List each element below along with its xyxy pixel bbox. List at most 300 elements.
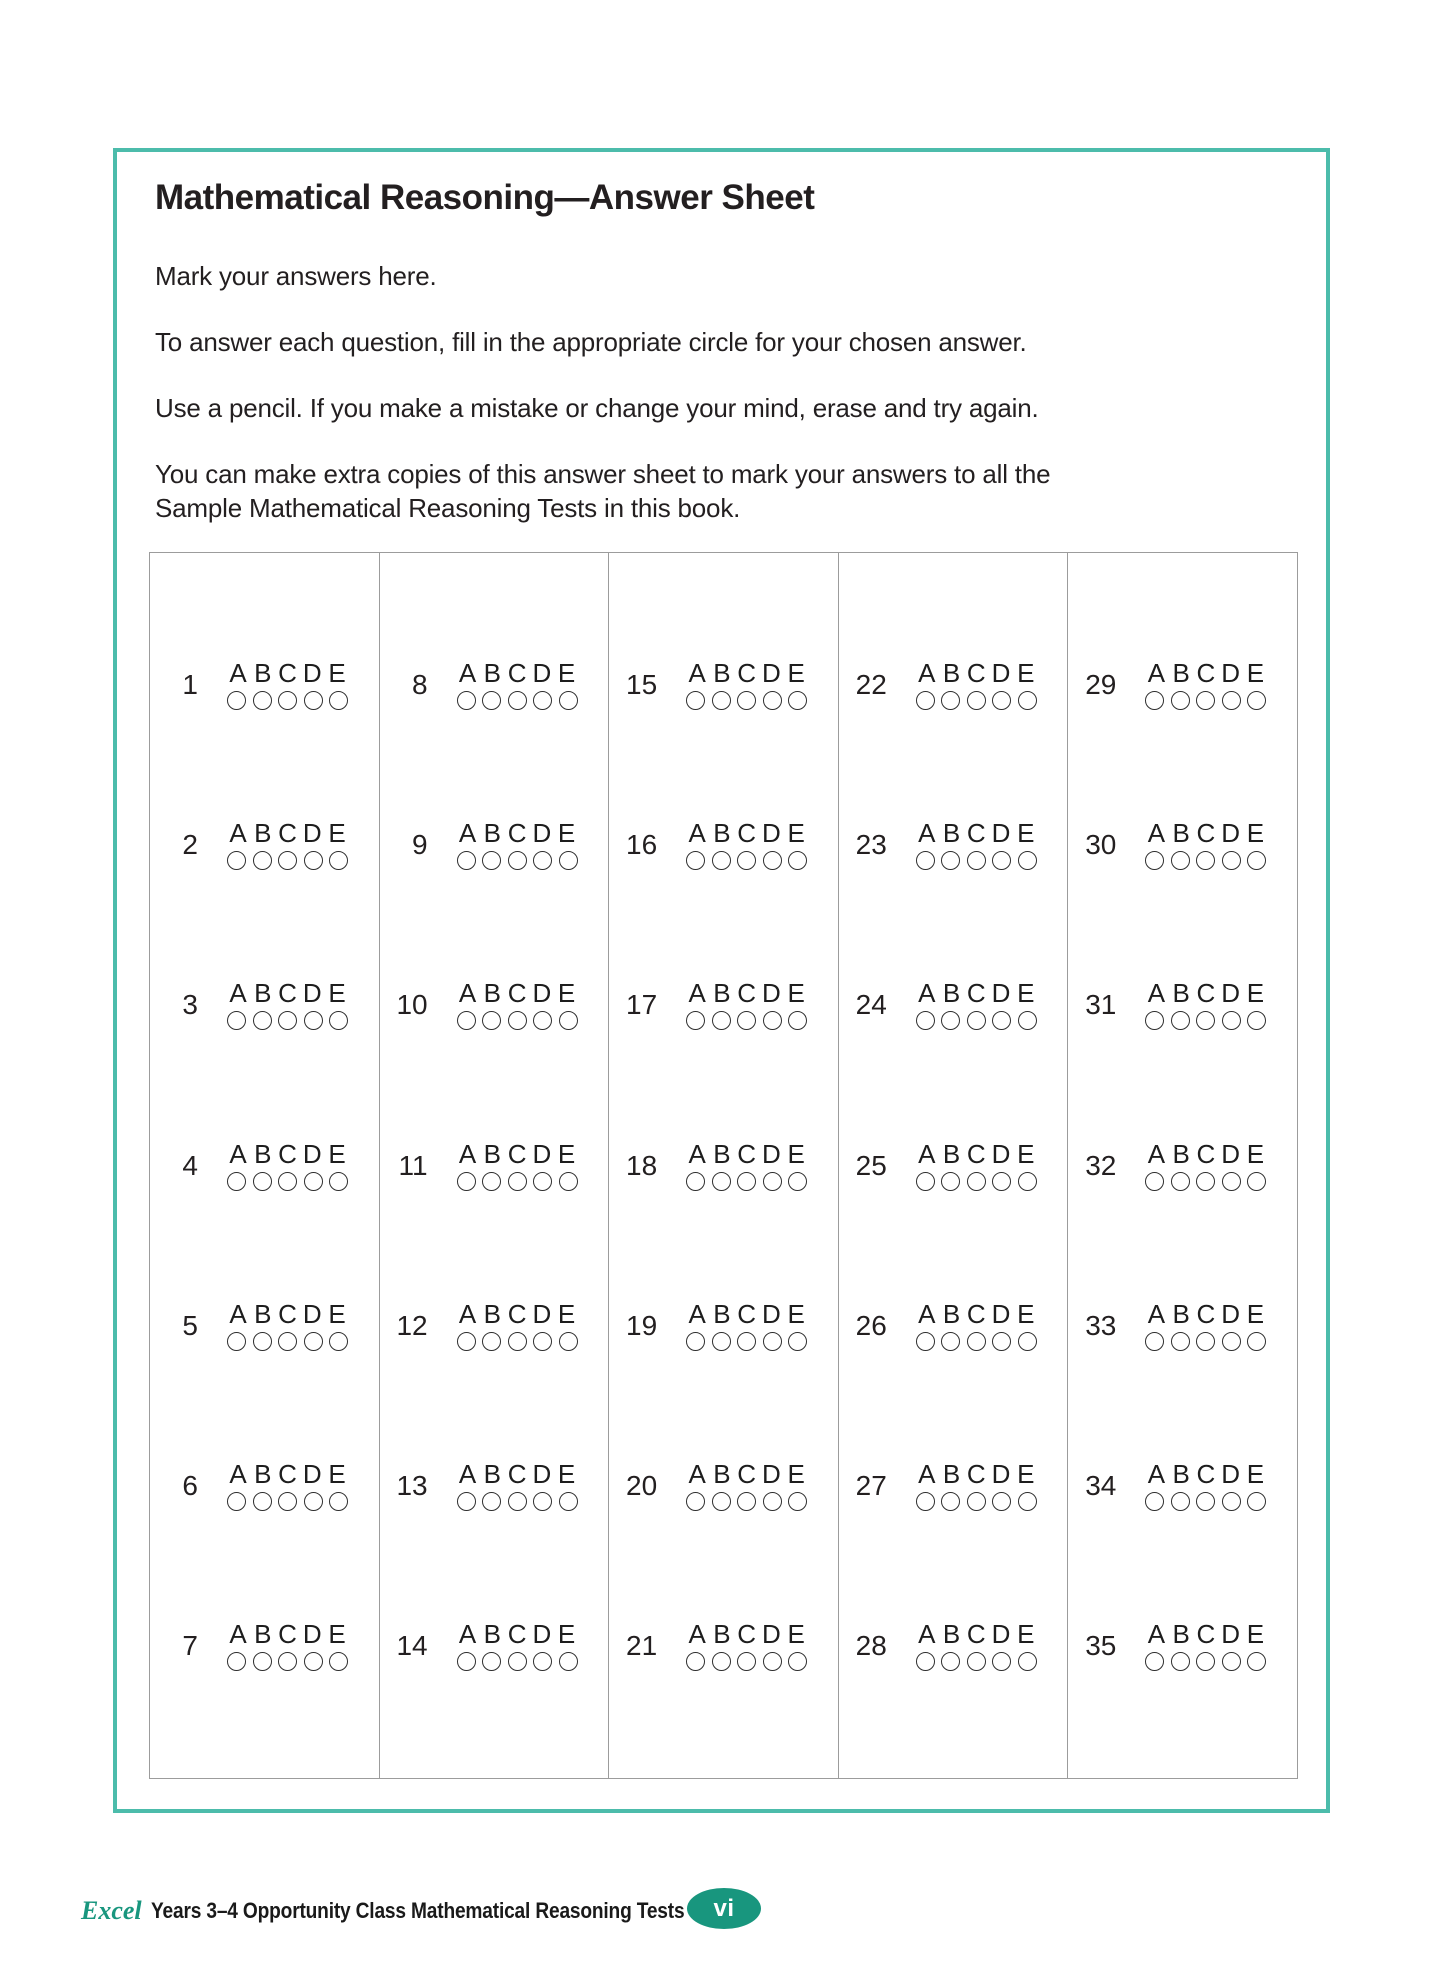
- answer-bubble-q21-B[interactable]: [712, 1652, 731, 1671]
- answer-bubble-q26-B[interactable]: [941, 1332, 960, 1351]
- answer-bubble-q1-E[interactable]: [329, 691, 348, 710]
- option-letter-C: C: [507, 1618, 527, 1649]
- answer-bubble-q32-B[interactable]: [1171, 1172, 1190, 1191]
- answer-bubble-q3-E[interactable]: [329, 1011, 348, 1030]
- answer-bubble-q1-A[interactable]: [227, 691, 246, 710]
- answer-bubble-q23-D[interactable]: [992, 851, 1011, 870]
- option-letter-A: A: [918, 1618, 936, 1649]
- answer-bubble-q31-B[interactable]: [1171, 1011, 1190, 1030]
- question-number: 20: [626, 1469, 658, 1501]
- answer-bubble-q17-E[interactable]: [788, 1011, 807, 1030]
- option-letter-E: E: [557, 978, 576, 1009]
- answer-bubble-q34-B[interactable]: [1171, 1492, 1190, 1511]
- answer-bubble-q7-B[interactable]: [253, 1652, 272, 1671]
- answer-bubble-q23-E[interactable]: [1018, 851, 1037, 870]
- answer-row-q14: [380, 1618, 609, 1674]
- answer-bubble-q30-D[interactable]: [1222, 851, 1241, 870]
- answer-bubble-q18-A[interactable]: [686, 1172, 705, 1191]
- answer-bubble-q8-B[interactable]: [482, 691, 501, 710]
- answer-bubbles-row: [916, 1492, 1037, 1511]
- answer-bubble-q19-E[interactable]: [788, 1332, 807, 1351]
- answer-bubble-q7-A[interactable]: [227, 1652, 246, 1671]
- option-letter-B: B: [1172, 1458, 1190, 1489]
- option-letters-row: [227, 818, 348, 849]
- option-letters-row: [227, 978, 348, 1009]
- answer-bubbles-row: [457, 1492, 578, 1511]
- question-number: 25: [855, 1149, 887, 1181]
- answer-bubble-q1-C[interactable]: [278, 691, 297, 710]
- option-letters-row: [1145, 1298, 1266, 1329]
- answer-bubble-q33-C[interactable]: [1196, 1332, 1215, 1351]
- answer-bubble-q26-D[interactable]: [992, 1332, 1011, 1351]
- answer-bubble-q27-B[interactable]: [941, 1492, 960, 1511]
- answer-bubble-q9-A[interactable]: [457, 851, 476, 870]
- answer-bubble-q5-B[interactable]: [253, 1332, 272, 1351]
- answer-bubble-q1-D[interactable]: [304, 691, 323, 710]
- answer-bubble-q23-A[interactable]: [916, 851, 935, 870]
- answer-bubble-q26-A[interactable]: [916, 1332, 935, 1351]
- answer-bubble-q14-E[interactable]: [559, 1652, 578, 1671]
- page-number: vi: [713, 1894, 735, 1922]
- answer-bubble-q10-A[interactable]: [457, 1011, 476, 1030]
- answer-options-block: [686, 1138, 807, 1191]
- answer-bubble-q5-E[interactable]: [329, 1332, 348, 1351]
- answer-options-block: [916, 1458, 1037, 1511]
- option-letter-A: A: [1147, 818, 1166, 849]
- answer-bubble-q31-E[interactable]: [1247, 1011, 1266, 1030]
- question-number: 1: [182, 669, 198, 701]
- answer-bubble-q3-A[interactable]: [227, 1011, 246, 1030]
- answer-bubble-q30-E[interactable]: [1247, 851, 1266, 870]
- answer-bubble-q12-B[interactable]: [482, 1332, 501, 1351]
- answer-bubble-q6-A[interactable]: [227, 1492, 246, 1511]
- answer-options-block: [686, 980, 807, 1030]
- answer-options-block: [686, 1458, 807, 1511]
- answer-bubble-q27-E[interactable]: [1018, 1492, 1037, 1511]
- option-letter-B: B: [254, 978, 272, 1009]
- answer-bubble-q16-D[interactable]: [763, 851, 782, 870]
- answer-bubbles-row: [916, 1172, 1037, 1191]
- answer-bubble-q25-B[interactable]: [941, 1172, 960, 1191]
- option-letter-D: D: [762, 1298, 781, 1329]
- answer-bubbles-row: [916, 851, 1037, 870]
- answer-bubble-q35-A[interactable]: [1145, 1652, 1164, 1671]
- option-letter-A: A: [1147, 1618, 1166, 1649]
- answer-bubble-q12-C[interactable]: [508, 1332, 527, 1351]
- answer-bubble-q28-C[interactable]: [967, 1652, 986, 1671]
- answer-bubble-q13-B[interactable]: [482, 1492, 501, 1511]
- answer-bubble-q24-B[interactable]: [941, 1011, 960, 1030]
- answer-options-block: [457, 820, 578, 870]
- option-letter-E: E: [1246, 1458, 1265, 1489]
- answer-bubble-q15-A[interactable]: [686, 691, 705, 710]
- answer-bubble-q2-B[interactable]: [253, 851, 272, 870]
- answer-bubble-q24-D[interactable]: [992, 1011, 1011, 1030]
- answer-bubble-q13-D[interactable]: [533, 1492, 552, 1511]
- answer-bubble-q35-D[interactable]: [1222, 1652, 1241, 1671]
- answer-bubbles-row: [1145, 1011, 1266, 1030]
- answer-bubbles-row: [686, 691, 807, 710]
- answer-bubble-q34-C[interactable]: [1196, 1492, 1215, 1511]
- option-letters-row: [1145, 978, 1266, 1009]
- answer-bubble-q29-A[interactable]: [1145, 691, 1164, 710]
- option-letter-B: B: [254, 1458, 272, 1489]
- answer-bubble-q19-B[interactable]: [712, 1332, 731, 1351]
- option-letter-C: C: [278, 1458, 297, 1489]
- answer-options-block: [916, 820, 1037, 870]
- answer-bubble-q34-A[interactable]: [1145, 1492, 1164, 1511]
- answer-options-block: [916, 660, 1037, 710]
- answer-bubble-q9-D[interactable]: [533, 851, 552, 870]
- option-letter-D: D: [302, 1618, 322, 1649]
- option-letter-C: C: [507, 1458, 527, 1489]
- answer-bubble-q8-E[interactable]: [559, 691, 578, 710]
- answer-bubble-q32-C[interactable]: [1196, 1172, 1215, 1191]
- answer-bubble-q13-C[interactable]: [508, 1492, 527, 1511]
- answer-bubble-q20-B[interactable]: [712, 1492, 731, 1511]
- answer-bubbles-row: [457, 691, 578, 710]
- answer-bubble-q11-D[interactable]: [533, 1172, 552, 1191]
- answer-grid-column-1: [150, 553, 380, 1778]
- answer-bubble-q18-C[interactable]: [737, 1172, 756, 1191]
- answer-bubble-q31-C[interactable]: [1196, 1011, 1215, 1030]
- option-letter-C: C: [966, 1138, 986, 1169]
- answer-row-q22: [839, 657, 1068, 713]
- answer-bubble-q33-D[interactable]: [1222, 1332, 1241, 1351]
- option-letter-B: B: [254, 1298, 272, 1329]
- question-number: 6: [182, 1469, 198, 1501]
- option-letter-D: D: [762, 1458, 781, 1489]
- option-letter-D: D: [762, 1618, 781, 1649]
- option-letter-C: C: [507, 1138, 527, 1169]
- option-letter-A: A: [918, 978, 936, 1009]
- answer-bubble-q22-E[interactable]: [1018, 691, 1037, 710]
- option-letter-B: B: [942, 818, 961, 849]
- answer-bubble-q2-D[interactable]: [304, 851, 323, 870]
- instruction-extra-copies: [155, 457, 1050, 525]
- answer-bubble-q27-C[interactable]: [967, 1492, 986, 1511]
- answer-row-q7: [150, 1618, 379, 1674]
- answer-bubbles-row: [457, 1011, 578, 1030]
- answer-bubble-q24-A[interactable]: [916, 1011, 935, 1030]
- answer-row-q1: [150, 657, 379, 713]
- answer-bubble-q10-D[interactable]: [533, 1011, 552, 1030]
- answer-bubble-q7-E[interactable]: [329, 1652, 348, 1671]
- answer-options-block: [1145, 1138, 1266, 1191]
- answer-bubble-q14-A[interactable]: [457, 1652, 476, 1671]
- answer-options-block: [686, 660, 807, 710]
- option-letter-E: E: [1246, 1138, 1265, 1169]
- answer-bubble-q4-C[interactable]: [278, 1172, 297, 1191]
- answer-bubble-q25-A[interactable]: [916, 1172, 935, 1191]
- answer-bubble-q21-A[interactable]: [686, 1652, 705, 1671]
- answer-bubble-q19-D[interactable]: [763, 1332, 782, 1351]
- option-letters-row: [227, 1618, 348, 1649]
- answer-bubble-q16-C[interactable]: [737, 851, 756, 870]
- answer-bubble-q17-C[interactable]: [737, 1011, 756, 1030]
- answer-bubble-q34-D[interactable]: [1222, 1492, 1241, 1511]
- option-letter-B: B: [483, 1138, 502, 1169]
- answer-bubble-q29-D[interactable]: [1222, 691, 1241, 710]
- option-letter-E: E: [1017, 978, 1035, 1009]
- answer-bubble-q4-D[interactable]: [304, 1172, 323, 1191]
- answer-bubble-q32-E[interactable]: [1247, 1172, 1266, 1191]
- answer-bubble-q20-A[interactable]: [686, 1492, 705, 1511]
- answer-bubble-q4-E[interactable]: [329, 1172, 348, 1191]
- question-number: 24: [855, 989, 887, 1021]
- answer-bubble-q6-D[interactable]: [304, 1492, 323, 1511]
- answer-bubbles-row: [1145, 1172, 1266, 1191]
- option-letter-A: A: [688, 1618, 706, 1649]
- option-letters-row: [227, 1458, 348, 1489]
- answer-bubble-q8-A[interactable]: [457, 691, 476, 710]
- answer-bubbles-row: [916, 691, 1037, 710]
- answer-bubble-q21-D[interactable]: [763, 1652, 782, 1671]
- answer-bubble-q11-C[interactable]: [508, 1172, 527, 1191]
- answer-bubble-q17-A[interactable]: [686, 1011, 705, 1030]
- answer-bubble-q3-B[interactable]: [253, 1011, 272, 1030]
- option-letter-E: E: [557, 1458, 576, 1489]
- question-number: 32: [1085, 1149, 1117, 1181]
- option-letter-A: A: [1147, 978, 1166, 1009]
- question-number: 21: [626, 1629, 658, 1661]
- option-letter-C: C: [737, 978, 757, 1009]
- answer-bubble-q29-E[interactable]: [1247, 691, 1266, 710]
- answer-bubble-q11-E[interactable]: [559, 1172, 578, 1191]
- option-letter-C: C: [737, 1298, 757, 1329]
- answer-bubble-q29-B[interactable]: [1171, 691, 1190, 710]
- question-number: 4: [182, 1149, 198, 1181]
- answer-bubble-q31-D[interactable]: [1222, 1011, 1241, 1030]
- answer-bubble-q14-C[interactable]: [508, 1652, 527, 1671]
- option-letter-E: E: [557, 1618, 576, 1649]
- answer-bubble-q13-A[interactable]: [457, 1492, 476, 1511]
- answer-bubble-q20-D[interactable]: [763, 1492, 782, 1511]
- answer-bubble-q31-A[interactable]: [1145, 1011, 1164, 1030]
- option-letter-E: E: [328, 978, 346, 1009]
- option-letter-A: A: [458, 978, 477, 1009]
- answer-bubble-q11-B[interactable]: [482, 1172, 501, 1191]
- answer-bubble-q28-A[interactable]: [916, 1652, 935, 1671]
- answer-row-q11: [380, 1138, 609, 1194]
- answer-bubble-q15-D[interactable]: [763, 691, 782, 710]
- answer-bubble-q10-C[interactable]: [508, 1011, 527, 1030]
- answer-bubble-q29-C[interactable]: [1196, 691, 1215, 710]
- answer-bubble-q33-A[interactable]: [1145, 1332, 1164, 1351]
- series-title: Years 3–4 Opportunity Class Mathematical Reasoning Tests: [150, 1898, 685, 1923]
- answer-bubble-q22-D[interactable]: [992, 691, 1011, 710]
- option-letter-C: C: [1196, 1618, 1216, 1649]
- option-letter-A: A: [229, 978, 247, 1009]
- answer-grid-column-3: [609, 553, 839, 1778]
- question-number: 23: [855, 829, 887, 861]
- answer-bubble-q28-D[interactable]: [992, 1652, 1011, 1671]
- answer-bubble-q32-A[interactable]: [1145, 1172, 1164, 1191]
- answer-bubble-q3-D[interactable]: [304, 1011, 323, 1030]
- answer-bubble-q25-C[interactable]: [967, 1172, 986, 1191]
- answer-row-q19: [609, 1298, 838, 1354]
- answer-bubble-q34-E[interactable]: [1247, 1492, 1266, 1511]
- answer-bubble-q19-C[interactable]: [737, 1332, 756, 1351]
- answer-bubble-q2-C[interactable]: [278, 851, 297, 870]
- answer-bubble-q4-A[interactable]: [227, 1172, 246, 1191]
- answer-bubble-q1-B[interactable]: [253, 691, 272, 710]
- answer-row-q23: [839, 817, 1068, 873]
- answer-bubble-q17-D[interactable]: [763, 1011, 782, 1030]
- option-letters-row: [916, 658, 1037, 689]
- answer-bubble-q18-E[interactable]: [788, 1172, 807, 1191]
- answer-bubble-q27-D[interactable]: [992, 1492, 1011, 1511]
- option-letters-row: [686, 1618, 807, 1649]
- answer-bubble-q28-E[interactable]: [1018, 1652, 1037, 1671]
- answer-bubble-q21-C[interactable]: [737, 1652, 756, 1671]
- answer-bubble-q15-B[interactable]: [712, 691, 731, 710]
- answer-bubble-q20-C[interactable]: [737, 1492, 756, 1511]
- answer-bubble-q8-C[interactable]: [508, 691, 527, 710]
- option-letter-B: B: [483, 818, 502, 849]
- answer-bubbles-row: [227, 851, 348, 870]
- answer-row-q12: [380, 1298, 609, 1354]
- answer-bubble-q28-B[interactable]: [941, 1652, 960, 1671]
- answer-bubble-q18-D[interactable]: [763, 1172, 782, 1191]
- option-letters-row: [686, 1458, 807, 1489]
- answer-bubble-q16-E[interactable]: [788, 851, 807, 870]
- answer-bubble-q26-E[interactable]: [1018, 1332, 1037, 1351]
- answer-grid: [149, 552, 1298, 1779]
- answer-bubble-q9-B[interactable]: [482, 851, 501, 870]
- answer-bubble-q22-C[interactable]: [967, 691, 986, 710]
- option-letter-D: D: [991, 1298, 1011, 1329]
- answer-bubble-q5-D[interactable]: [304, 1332, 323, 1351]
- option-letters-row: [1145, 1618, 1266, 1649]
- option-letter-A: A: [688, 818, 706, 849]
- answer-bubble-q11-A[interactable]: [457, 1172, 476, 1191]
- answer-bubble-q15-E[interactable]: [788, 691, 807, 710]
- answer-bubble-q12-D[interactable]: [533, 1332, 552, 1351]
- option-letter-C: C: [278, 818, 297, 849]
- option-letter-E: E: [787, 1138, 805, 1169]
- excel-brand-logo: Excel: [81, 1896, 142, 1925]
- answer-bubble-q12-A[interactable]: [457, 1332, 476, 1351]
- answer-bubble-q35-B[interactable]: [1171, 1652, 1190, 1671]
- answer-bubble-q22-B[interactable]: [941, 691, 960, 710]
- answer-bubble-q10-B[interactable]: [482, 1011, 501, 1030]
- answer-bubble-q15-C[interactable]: [737, 691, 756, 710]
- answer-bubble-q20-E[interactable]: [788, 1492, 807, 1511]
- answer-bubble-q35-C[interactable]: [1196, 1652, 1215, 1671]
- option-letter-D: D: [762, 658, 781, 689]
- answer-bubble-q2-A[interactable]: [227, 851, 246, 870]
- option-letters-row: [686, 1138, 807, 1169]
- answer-options-block: [916, 980, 1037, 1030]
- option-letter-C: C: [507, 658, 527, 689]
- option-letter-A: A: [458, 1618, 477, 1649]
- answer-bubble-q24-E[interactable]: [1018, 1011, 1037, 1030]
- option-letter-A: A: [229, 658, 247, 689]
- answer-row-q18: [609, 1138, 838, 1194]
- answer-bubble-q5-C[interactable]: [278, 1332, 297, 1351]
- answer-bubble-q22-A[interactable]: [916, 691, 935, 710]
- answer-bubble-q8-D[interactable]: [533, 691, 552, 710]
- answer-bubble-q7-D[interactable]: [304, 1652, 323, 1671]
- answer-bubble-q30-B[interactable]: [1171, 851, 1190, 870]
- answer-bubble-q23-C[interactable]: [967, 851, 986, 870]
- answer-options-block: [457, 1458, 578, 1511]
- answer-bubbles-row: [686, 851, 807, 870]
- answer-bubble-q27-A[interactable]: [916, 1492, 935, 1511]
- answer-bubble-q25-E[interactable]: [1018, 1172, 1037, 1191]
- answer-bubble-q19-A[interactable]: [686, 1332, 705, 1351]
- answer-bubble-q13-E[interactable]: [559, 1492, 578, 1511]
- answer-bubble-q24-C[interactable]: [967, 1011, 986, 1030]
- option-letter-D: D: [302, 658, 322, 689]
- answer-bubble-q21-E[interactable]: [788, 1652, 807, 1671]
- answer-bubble-q6-C[interactable]: [278, 1492, 297, 1511]
- answer-bubble-q14-B[interactable]: [482, 1652, 501, 1671]
- option-letter-B: B: [1172, 1618, 1190, 1649]
- answer-bubble-q30-A[interactable]: [1145, 851, 1164, 870]
- option-letter-D: D: [1221, 1298, 1241, 1329]
- answer-bubble-q12-E[interactable]: [559, 1332, 578, 1351]
- option-letter-A: A: [229, 1138, 247, 1169]
- answer-row-q4: [150, 1138, 379, 1194]
- answer-bubble-q14-D[interactable]: [533, 1652, 552, 1671]
- answer-row-q32: [1068, 1138, 1297, 1194]
- answer-bubble-q23-B[interactable]: [941, 851, 960, 870]
- answer-row-q28: [839, 1618, 1068, 1674]
- answer-bubble-q9-E[interactable]: [559, 851, 578, 870]
- answer-bubble-q6-B[interactable]: [253, 1492, 272, 1511]
- option-letter-D: D: [1221, 1458, 1241, 1489]
- answer-bubble-q16-B[interactable]: [712, 851, 731, 870]
- answer-row-q10: [380, 977, 609, 1033]
- option-letter-E: E: [787, 1618, 805, 1649]
- answer-options-block: [686, 1298, 807, 1351]
- answer-bubble-q5-A[interactable]: [227, 1332, 246, 1351]
- answer-bubble-q18-B[interactable]: [712, 1172, 731, 1191]
- answer-bubble-q9-C[interactable]: [508, 851, 527, 870]
- answer-bubble-q16-A[interactable]: [686, 851, 705, 870]
- option-letters-row: [457, 1298, 578, 1329]
- answer-bubble-q17-B[interactable]: [712, 1011, 731, 1030]
- option-letter-B: B: [942, 658, 961, 689]
- option-letter-B: B: [713, 1458, 731, 1489]
- answer-bubble-q25-D[interactable]: [992, 1172, 1011, 1191]
- answer-bubble-q33-E[interactable]: [1247, 1332, 1266, 1351]
- answer-bubble-q30-C[interactable]: [1196, 851, 1215, 870]
- answer-bubble-q32-D[interactable]: [1222, 1172, 1241, 1191]
- option-letter-A: A: [229, 1618, 247, 1649]
- answer-bubbles-row: [457, 851, 578, 870]
- option-letter-D: D: [532, 1618, 552, 1649]
- answer-bubble-q3-C[interactable]: [278, 1011, 297, 1030]
- answer-bubbles-row: [1145, 1492, 1266, 1511]
- option-letter-D: D: [991, 978, 1011, 1009]
- option-letter-E: E: [557, 818, 576, 849]
- answer-options-block: [457, 1298, 578, 1351]
- answer-bubble-q7-C[interactable]: [278, 1652, 297, 1671]
- answer-bubble-q33-B[interactable]: [1171, 1332, 1190, 1351]
- answer-bubble-q35-E[interactable]: [1247, 1652, 1266, 1671]
- answer-bubble-q10-E[interactable]: [559, 1011, 578, 1030]
- answer-bubble-q6-E[interactable]: [329, 1492, 348, 1511]
- answer-bubble-q4-B[interactable]: [253, 1172, 272, 1191]
- question-number: 9: [412, 829, 428, 861]
- answer-bubble-q2-E[interactable]: [329, 851, 348, 870]
- answer-bubble-q26-C[interactable]: [967, 1332, 986, 1351]
- question-number: 13: [396, 1469, 428, 1501]
- question-number: 8: [412, 669, 428, 701]
